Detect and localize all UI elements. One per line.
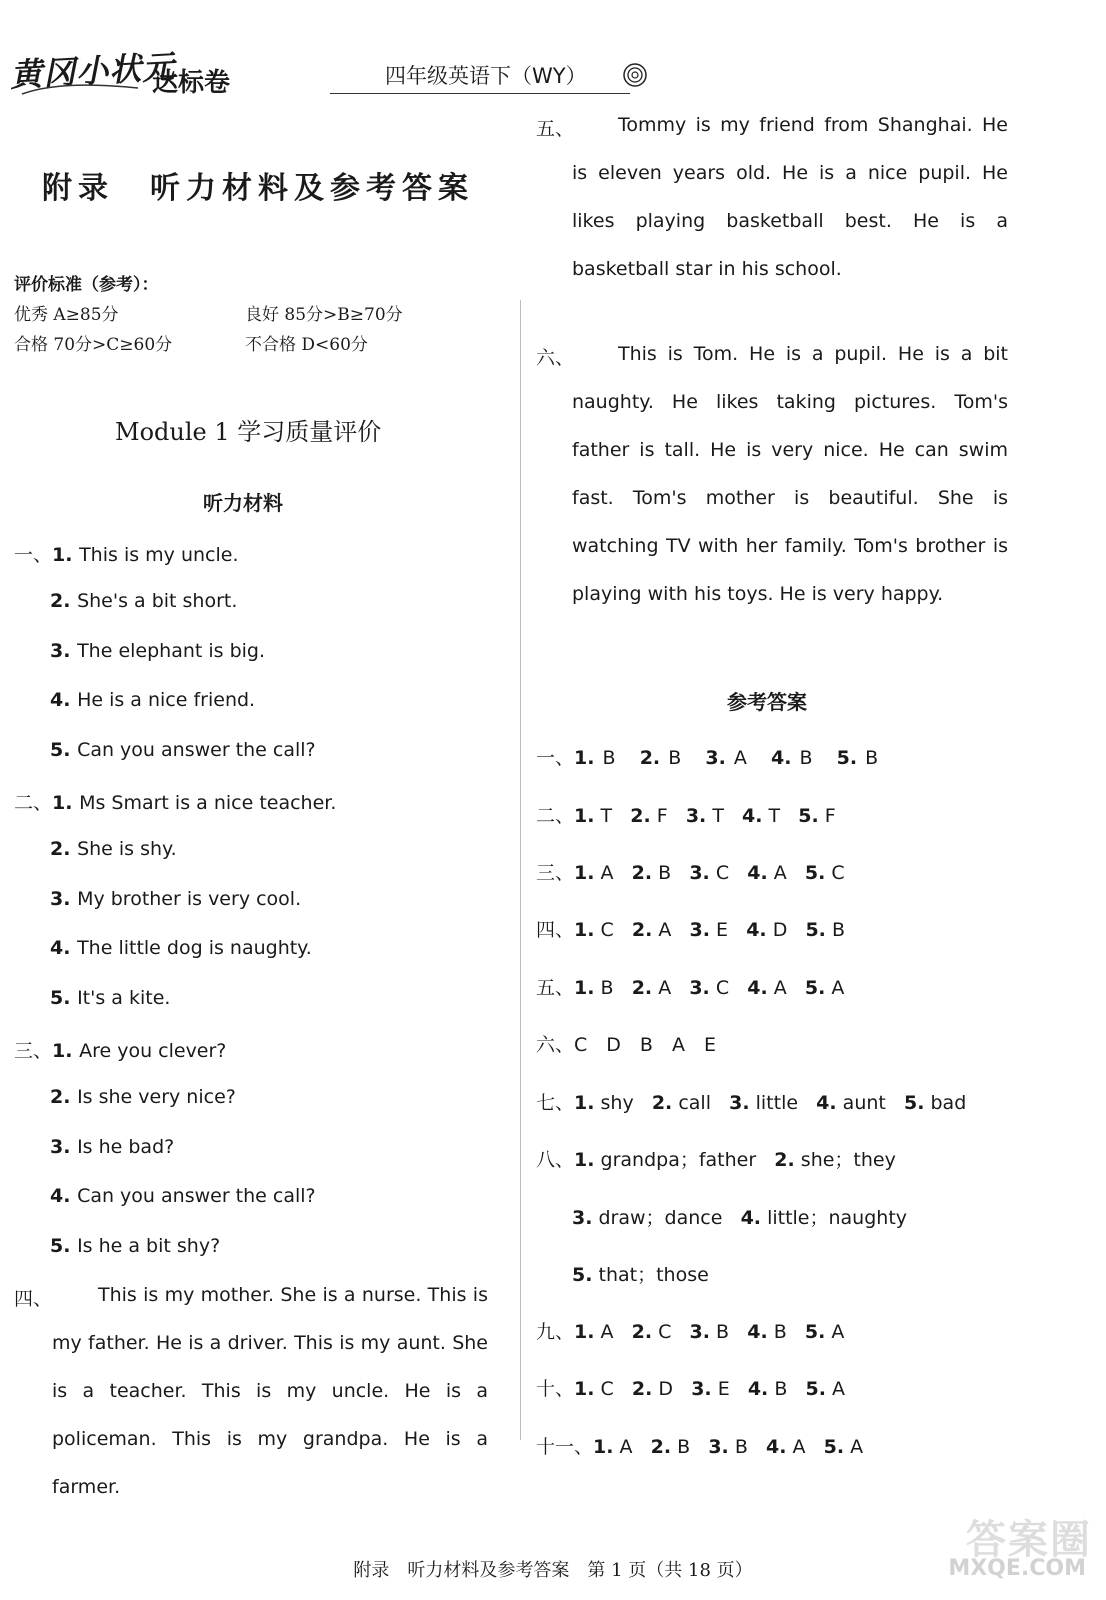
header-rule [330, 93, 630, 94]
listening-item: 2. She is shy. [50, 838, 177, 860]
listening-passage: Tommy is my friend from Shanghai. He is eleven years old. He is a nice pupil. He likes playing basketball best. He is a basketball star in his school. [572, 114, 1008, 280]
listening-item: 5. Is he a bit shy? [50, 1235, 221, 1257]
answer-row: 四、1. C 2. A 3. E 4. D 5. B [536, 919, 845, 941]
section-prefix: 五、 [536, 118, 575, 140]
listening-item: 4. He is a nice friend. [50, 689, 256, 711]
criteria-pass: 合格 70分>C≥60分 [14, 335, 173, 355]
listening-passage: This is my mother. She is a nurse. This is my father. He is a driver. This is my aunt. She is a teacher. This is my uncle. He is a policeman. This is my grandpa. He is a farmer. [52, 1284, 488, 1498]
listening-item: 一、1. This is my uncle. [14, 544, 239, 566]
listening-title: 听力材料 [203, 491, 283, 515]
listening-item: 二、1. Ms Smart is a nice teacher. [14, 792, 337, 814]
column-divider [520, 300, 521, 1440]
watermark: 答案圈 [966, 1517, 1092, 1563]
criteria-fail: 不合格 D<60分 [245, 335, 368, 355]
criteria-good: 良好 85分>B≥70分 [245, 305, 403, 325]
listening-item: 三、1. Are you clever? [14, 1040, 227, 1062]
watermark-url: MXQE.COM [948, 1556, 1086, 1581]
page-footer: 附录 听力材料及参考答案 第 1 页（共 18 页） [353, 1560, 753, 1581]
answer-row: 十、1. C 2. D 3. E 4. B 5. A [536, 1378, 845, 1400]
criteria-excellent: 优秀 A≥85分 [14, 305, 119, 325]
listening-item: 5. It's a kite. [50, 987, 171, 1009]
answer-row: 十一、1. A 2. B 3. B 4. A 5. A [536, 1436, 864, 1458]
spiral-icon [622, 62, 648, 88]
answer-row: 5. that；those [572, 1264, 709, 1286]
answers-title: 参考答案 [727, 690, 807, 714]
criteria-heading: 评价标准（参考）： [14, 275, 159, 295]
listening-item: 5. Can you answer the call? [50, 739, 316, 761]
listening-item: 3. Is he bad? [50, 1136, 175, 1158]
brand-subtitle: 达标卷 [152, 68, 231, 98]
section-prefix: 四、 [14, 1288, 53, 1310]
listening-item: 3. The elephant is big. [50, 640, 266, 662]
answer-row: 一、1. B 2. B 3. A 4. B 5. B [536, 747, 879, 769]
answer-row: 六、C D B A E [536, 1034, 716, 1056]
listening-item: 3. My brother is very cool. [50, 888, 302, 910]
answer-row: 九、1. A 2. C 3. B 4. B 5. A [536, 1321, 845, 1343]
module-title: Module 1 学习质量评价 [115, 418, 382, 446]
answer-row: 二、1. T 2. F 3. T 4. T 5. F [536, 805, 836, 827]
listening-item: 2. She's a bit short. [50, 590, 238, 612]
answer-row: 3. draw；dance 4. little；naughty [572, 1207, 908, 1229]
answer-row: 八、1. grandpa；father 2. she；they [536, 1149, 896, 1171]
brand-swash [20, 82, 140, 98]
appendix-title: 附录 听力材料及参考答案 [42, 171, 474, 206]
answer-row: 七、1. shy 2. call 3. little 4. aunt 5. bad [536, 1092, 967, 1114]
listening-item: 4. Can you answer the call? [50, 1185, 316, 1207]
brand-logo: 黄冈小状元 [9, 47, 177, 95]
answer-row: 三、1. A 2. B 3. C 4. A 5. C [536, 862, 845, 884]
listening-passage: This is Tom. He is a pupil. He is a bit naughty. He likes taking pictures. Tom's father is tall. He is very nice. He can swim fast. Tom's mother is beautiful. She is watching TV with her family. Tom's brother is playing with his toys. He is very happy. [572, 343, 1008, 605]
listening-item: 2. Is she very nice? [50, 1086, 236, 1108]
listening-item: 4. The little dog is naughty. [50, 937, 312, 959]
answer-row: 五、1. B 2. A 3. C 4. A 5. A [536, 977, 845, 999]
section-prefix: 六、 [536, 347, 575, 369]
book-title: 四年级英语下（WY） [385, 64, 587, 88]
